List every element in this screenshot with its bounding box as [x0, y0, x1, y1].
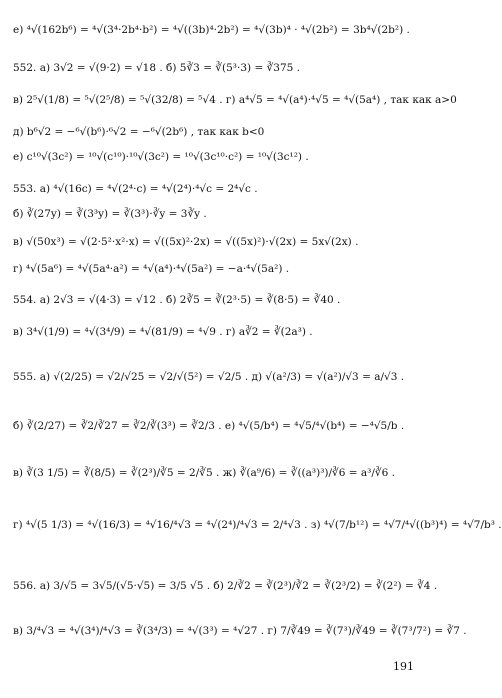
solution-line-553a: 553. а) ⁴√(16c) = ⁴√(2⁴·c) = ⁴√(2⁴)·⁴√c = 2⁴√c . [13, 183, 258, 195]
solution-line-552e2: е) c¹⁰√(3c²) = ¹⁰√(c¹⁰)·¹⁰√(3c²) = ¹⁰√(3c¹⁰·c²) = ¹⁰√(3c¹²) . [13, 151, 309, 163]
solution-line-555ad: 555. а) √(2/25) = √2/√25 = √2/√(5²) = √2/5 . д) √(a²/3) = √(a²)/√3 = a/√3 . [13, 371, 405, 383]
solution-line-552e: е) ⁴√(162b⁶) = ⁴√(3⁴·2b⁴·b²) = ⁴√((3b)⁴·2b²) = ⁴√(3b)⁴ · ⁴√(2b²) = 3b⁴√(2b²) . [13, 24, 410, 36]
solution-line-552ab: 552. а) 3√2 = √(9·2) = √18 . б) 5∛3 = ∛(5³·3) = ∛375 . [13, 62, 301, 74]
solution-line-554ab: 554. а) 2√3 = √(4·3) = √12 . б) 2∛5 = ∛(2³·5) = ∛(8·5) = ∛40 . [13, 294, 341, 306]
solution-line-555be: б) ∛(2/27) = ∛2/∛27 = ∛2/∛(3³) = ∛2/3 . е) ⁴√(5/b⁴) = ⁴√5/⁴√(b⁴) = −⁴√5/b . [13, 420, 405, 432]
solution-line-556vg: в) 3/⁴√3 = ⁴√(3⁴)/⁴√3 = ∛(3⁴/3) = ⁴√(3³) = ⁴√27 . г) 7/∛49 = ∛(7³)/∛49 = ∛(7³/7²) = ∛7 . [13, 625, 467, 637]
solution-line-555gz: г) ⁴√(5 1/3) = ⁴√(16/3) = ⁴√16/⁴√3 = ⁴√(2⁴)/⁴√3 = 2/⁴√3 . з) ⁴√(7/b¹²) = ⁴√7/⁴√((b³)⁴) = ⁴√7/b³ . [13, 519, 502, 531]
solution-line-552vg: в) 2⁵√(1/8) = ⁵√(2⁵/8) = ⁵√(32/8) = ⁵√4 . г) a⁴√5 = ⁴√(a⁴)·⁴√5 = ⁴√(5a⁴) , так как a>0 [13, 94, 457, 106]
solution-line-554vg: в) 3⁴√(1/9) = ⁴√(3⁴/9) = ⁴√(81/9) = ⁴√9 . г) a∛2 = ∛(2a³) . [13, 326, 313, 338]
solution-line-553g: г) ⁴√(5a⁶) = ⁴√(5a⁴·a²) = ⁴√(a⁴)·⁴√(5a²) = −a·⁴√(5a²) . [13, 263, 290, 275]
solution-line-556ab: 556. а) 3/√5 = 3√5/(√5·√5) = 3/5 √5 . б) 2/∛2 = ∛(2³)/∛2 = ∛(2³/2) = ∛(2²) = ∛4 . [13, 580, 438, 592]
solution-line-553v: в) √(50x³) = √(2·5²·x²·x) = √((5x)²·2x) = √((5x)²)·√(2x) = 5x√(2x) . [13, 236, 359, 248]
solution-line-552d: д) b⁶√2 = −⁶√(b⁶)·⁶√2 = −⁶√(2b⁶) , так как b<0 [13, 126, 265, 138]
solution-line-555vzh: в) ∛(3 1/5) = ∛(8/5) = ∛(2³)/∛5 = 2/∛5 . ж) ∛(a⁹/6) = ∛((a³)³)/∛6 = a³/∛6 . [13, 467, 395, 479]
page-number: 191 [393, 660, 414, 673]
solution-line-553b: б) ∛(27y) = ∛(3³y) = ∛(3³)·∛y = 3∛y . [13, 208, 207, 220]
